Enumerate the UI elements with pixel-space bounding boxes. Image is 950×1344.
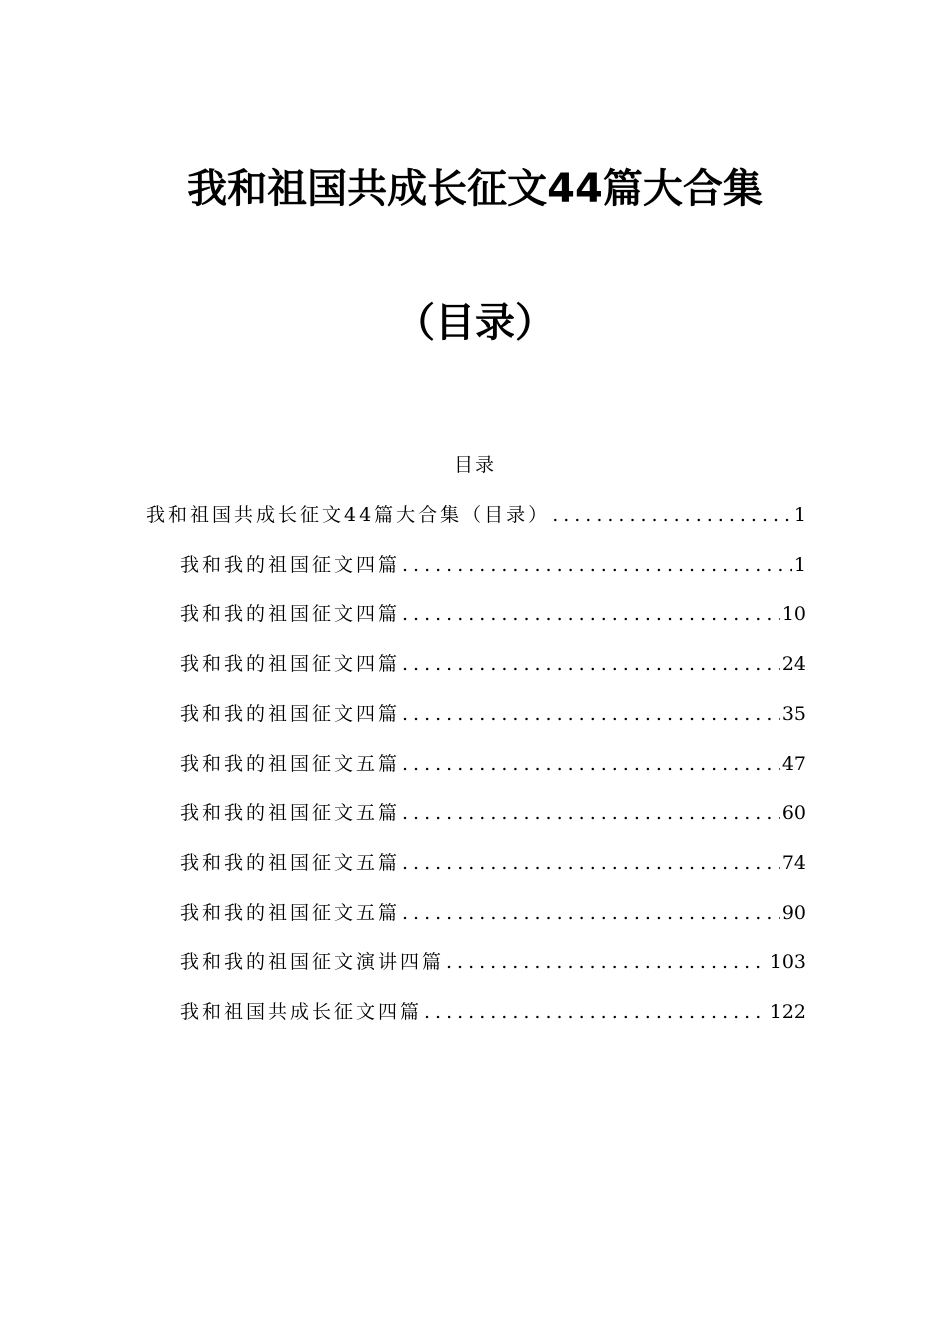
toc-entry-page-number: 10	[781, 603, 806, 625]
toc-entry-page-number: 47	[781, 753, 806, 775]
toc-dot-leader	[552, 500, 792, 530]
toc-entry[interactable]	[180, 749, 806, 779]
toc-entry-page-number: 122	[769, 1001, 806, 1023]
toc-entry[interactable]	[180, 550, 806, 580]
toc-dot-leader	[446, 947, 768, 977]
toc-entry[interactable]	[180, 848, 806, 878]
toc-entry-title: 我和我的祖国征文五篇	[180, 802, 401, 824]
toc-entry-page-number: 74	[781, 852, 806, 874]
document-subtitle: （目录）	[395, 300, 555, 346]
toc-dot-leader	[402, 848, 780, 878]
toc-entry-title: 我和我的祖国征文五篇	[180, 902, 401, 924]
toc-entry-title: 我和我的祖国征文四篇	[180, 554, 401, 576]
toc-dot-leader	[402, 649, 780, 679]
toc-entry[interactable]	[180, 997, 806, 1027]
toc-entry[interactable]	[180, 947, 806, 977]
toc-entry-page-number: 90	[781, 902, 806, 924]
toc-dot-leader	[402, 599, 780, 629]
toc-dot-leader	[402, 898, 780, 928]
toc-entry[interactable]	[180, 599, 806, 629]
toc-entry-title: 我和祖国共成长征文44篇大合集（目录）	[146, 504, 551, 526]
toc-entry-title: 我和我的祖国征文四篇	[180, 603, 401, 625]
toc-entry-title: 我和我的祖国征文五篇	[180, 852, 401, 874]
toc-entry[interactable]	[146, 500, 806, 530]
toc-dot-leader	[402, 798, 780, 828]
toc-entry-title: 我和祖国共成长征文四篇	[180, 1001, 423, 1023]
toc-entry-title: 我和我的祖国征文演讲四篇	[180, 951, 445, 973]
toc-heading: 目录	[453, 454, 496, 476]
toc-entry-page-number: 1	[793, 554, 806, 576]
toc-dot-leader	[424, 997, 768, 1027]
toc-entry-page-number: 35	[781, 703, 806, 725]
toc-entry[interactable]	[180, 798, 806, 828]
toc-entry-title: 我和我的祖国征文四篇	[180, 653, 401, 675]
toc-dot-leader	[402, 550, 792, 580]
toc-dot-leader	[402, 699, 780, 729]
toc-entry[interactable]	[180, 699, 806, 729]
document-title: 我和祖国共成长征文44篇大合集	[187, 166, 763, 212]
toc-entry-page-number: 24	[781, 653, 806, 675]
toc-entry-page-number: 103	[769, 951, 806, 973]
toc-entry-page-number: 60	[781, 802, 806, 824]
toc-dot-leader	[402, 749, 780, 779]
toc-entry[interactable]	[180, 898, 806, 928]
toc-entry-page-number: 1	[793, 504, 806, 526]
toc-entry-title: 我和我的祖国征文四篇	[180, 703, 401, 725]
toc-entry-title: 我和我的祖国征文五篇	[180, 753, 401, 775]
toc-entry[interactable]	[180, 649, 806, 679]
